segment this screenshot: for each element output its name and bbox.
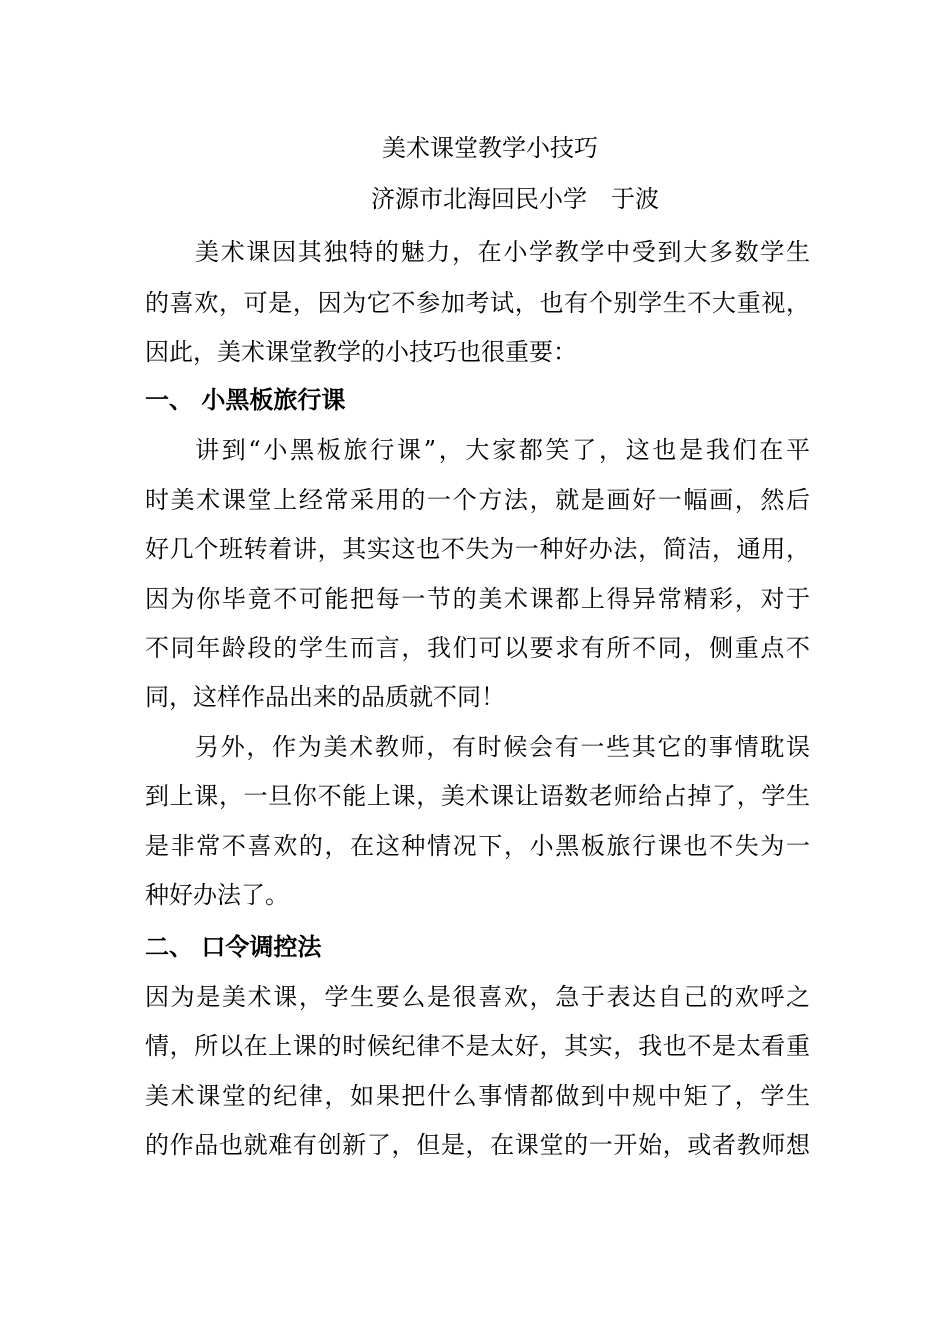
section-1-paragraph-1-line: 不同年龄段的学生而言，我们可以要求有所不同，侧重点不 [145,634,810,662]
intro-line: 美术课因其独特的魅力，在小学教学中受到大多数学生 [195,238,810,266]
section-1-paragraph-2-line: 另外，作为美术教师，有时候会有一些其它的事情耽误 [195,733,810,761]
intro-line: 因此，美术课堂教学的小技巧也很重要： [145,338,577,366]
section-1-heading: 一、 小黑板旅行课 [145,386,346,414]
section-2-heading: 二、 口令调控法 [145,933,322,961]
section-1-paragraph-1-line: 讲到“小黑板旅行课”，大家都笑了，这也是我们在平 [195,436,810,464]
section-2-paragraph-1-line: 美术课堂的纪律，如果把什么事情都做到中规中矩了，学生 [145,1082,810,1110]
section-1-paragraph-1-line: 同，这样作品出来的品质就不同！ [145,683,505,711]
section-1-paragraph-1-line: 因为你毕竟不可能把每一节的美术课都上得异常精彩，对于 [145,585,810,613]
section-1-paragraph-1-line: 好几个班转着讲，其实这也不失为一种好办法，简洁，通用， [145,535,810,563]
section-1-paragraph-1-line: 时美术课堂上经常采用的一个方法，就是画好一幅画，然后 [145,486,810,514]
intro-line: 的喜欢，可是，因为它不参加考试，也有个别学生不大重视， [145,289,810,317]
section-2-paragraph-1-line: 的作品也就难有创新了，但是，在课堂的一开始，或者教师想 [145,1131,810,1159]
document-title: 美术课堂教学小技巧 [382,134,598,162]
section-1-paragraph-2-line: 到上课，一旦你不能上课，美术课让语数老师给占掉了，学生 [145,782,810,810]
section-1-paragraph-2-line: 是非常不喜欢的，在这种情况下，小黑板旅行课也不失为一 [145,832,810,860]
document-author: 济源市北海回民小学 于波 [371,185,659,213]
section-2-paragraph-1-line: 因为是美术课，学生要么是很喜欢，急于表达自己的欢呼之 [145,983,810,1011]
section-2-paragraph-1-line: 情，所以在上课的时候纪律不是太好，其实，我也不是太看重 [145,1032,810,1060]
section-1-paragraph-2-line: 种好办法了。 [145,881,289,909]
